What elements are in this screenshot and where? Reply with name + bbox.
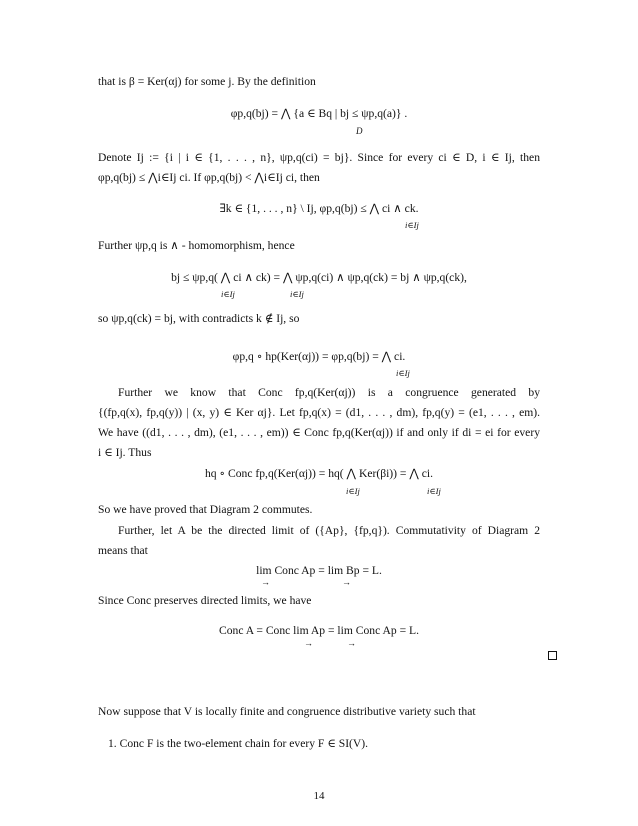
page-number: 14 [313,790,325,802]
text-line: Further, let A be the directed limit of ({Ap}, {fp,q}). Commutativity of Diagram 2 [118,524,540,537]
text-line: means that [98,544,148,557]
subscript-label: i∈Ij [427,486,441,496]
text-line: φp,q(bj) ≤ ⋀i∈Ij ci. If φp,q(bj) < ⋀i∈Ij ci, then [98,171,320,184]
subscript-label: i∈Ij [346,486,360,496]
text-line: Denote Ij := {i | i ∈ {1, . . . , n}, ψp,q(ci) = bj}. Since for every ci ∈ D, i ∈ Ij, then [98,151,540,164]
arrow-label: → [347,638,356,648]
list-item: 1. Conc F is the two-element chain for every F ∈ SI(V). [108,737,369,750]
subscript-label: i∈Ij [396,368,410,378]
equation-hq-conc: hq ∘ Conc fp,q(Ker(αj)) = hq( ⋀ Ker(βi)) = ⋀ ci. [204,467,434,480]
text-line: that is β = Ker(αj) for some j. By the definition [98,75,316,88]
underbrace-label: D [356,126,363,136]
text-line: {(fp,q(x), fp,q(y)) | (x, y) ∈ Ker αj}. Let fp,q(x) = (d1, . . . , dm), fp,q(y) = (e1, . . . , em). [98,406,540,419]
text-line: so ψp,q(ck) = bj, with contradicts k ∉ Ij, so [98,312,300,325]
arrow-label: → [304,638,313,648]
text-line: Further we know that Conc fp,q(Ker(αj)) is a congruence generated by [118,386,540,399]
arrow-label: → [261,577,270,587]
equation-exists-k: ∃k ∈ {1, . . . , n} \ Ij, φp,q(bj) ≤ ⋀ ci ∧ ck. [219,202,419,215]
equation-homomorphism: bj ≤ ψp,q( ⋀ ci ∧ ck) = ⋀ ψp,q(ci) ∧ ψp,q(ck) = bj ∧ ψp,q(ck), [171,271,467,284]
subscript-label: i∈Ij [405,220,419,230]
qed-symbol [548,651,557,660]
equation-composition: φp,q ∘ hp(Ker(αj)) = φp,q(bj) = ⋀ ci. [232,350,406,363]
text-line: Further ψp,q is ∧ - homomorphism, hence [98,239,295,252]
subscript-label: i∈Ij [290,289,304,299]
text-line: Now suppose that V is locally finite and congruence distributive variety such that [98,705,476,718]
subscript-label: i∈Ij [221,289,235,299]
text-line: We have ((d1, . . . , dm), (e1, . . . , em)) ∈ Conc fp,q(Ker(αj)) if and only if di = ei for every [98,426,540,439]
equation-conc-limit: Conc A = Conc lim Ap = lim Conc Ap = L. [219,624,419,637]
equation-directed-limit: lim Conc Ap = lim Bp = L. [256,564,382,577]
text-line: i ∈ Ij. Thus [98,446,152,459]
text-line: So we have proved that Diagram 2 commutes. [98,503,313,516]
text-line: Since Conc preserves directed limits, we have [98,594,312,607]
equation-phi-definition: φp,q(bj) = ⋀ {a ∈ Bq | bj ≤ ψp,q(a)} . [230,107,408,120]
arrow-label: → [342,577,351,587]
